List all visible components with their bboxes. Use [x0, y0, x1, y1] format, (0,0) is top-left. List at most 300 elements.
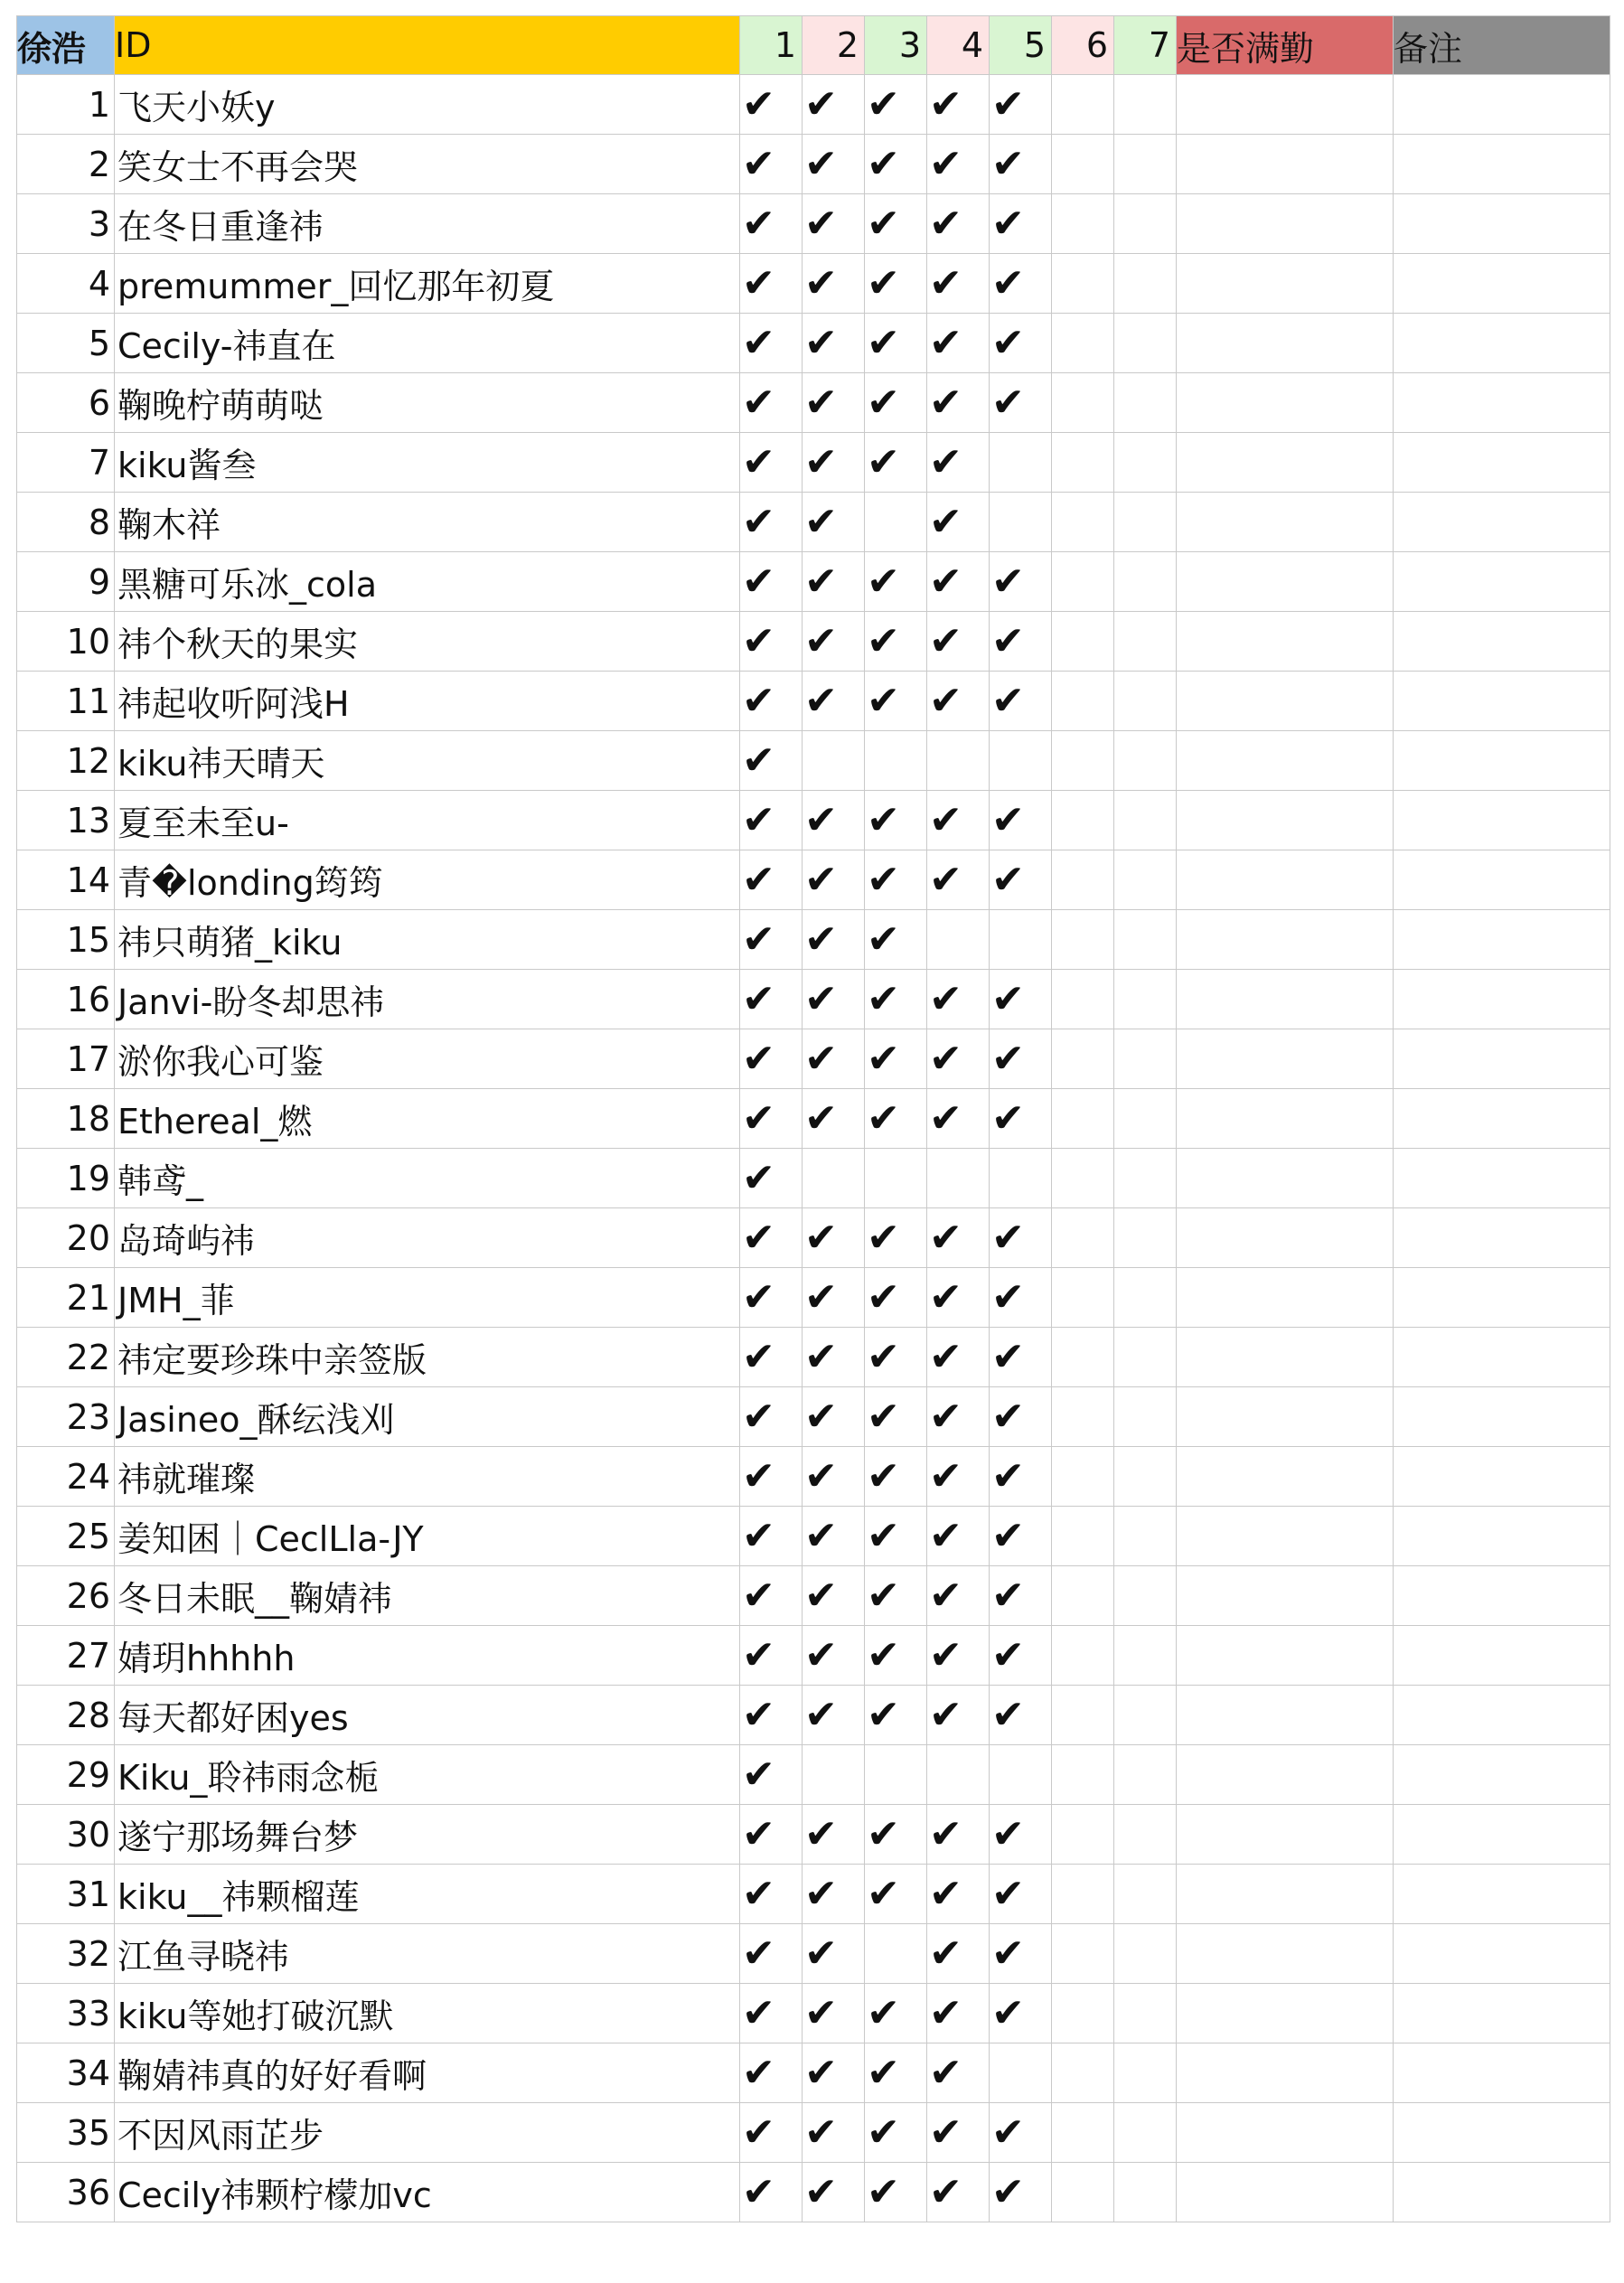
day-1-cell[interactable]	[740, 1805, 803, 1865]
day-2-cell[interactable]	[803, 433, 865, 493]
member-id-cell[interactable]: kiku__祎颗榴莲	[115, 1865, 740, 1924]
full-attendance-cell[interactable]	[1177, 1149, 1394, 1208]
day-5-cell[interactable]	[990, 1865, 1052, 1924]
day-1-cell[interactable]	[740, 1626, 803, 1686]
note-cell[interactable]	[1394, 850, 1610, 910]
day-3-cell[interactable]	[865, 731, 927, 791]
day-7-cell[interactable]	[1114, 850, 1177, 910]
day-7-cell[interactable]	[1114, 1447, 1177, 1507]
note-cell[interactable]	[1394, 672, 1610, 731]
header-day-1[interactable]	[740, 16, 803, 75]
row-number-cell[interactable]: 30	[17, 1805, 115, 1865]
day-1-cell[interactable]	[740, 254, 803, 314]
header-id-cell[interactable]	[115, 16, 740, 75]
day-4-cell[interactable]	[927, 1447, 990, 1507]
full-attendance-cell[interactable]	[1177, 1328, 1394, 1387]
day-5-cell[interactable]	[990, 2163, 1052, 2222]
day-4-cell[interactable]	[927, 1089, 990, 1149]
day-2-cell[interactable]	[803, 1745, 865, 1805]
note-cell[interactable]	[1394, 1447, 1610, 1507]
note-cell[interactable]	[1394, 791, 1610, 850]
day-4-cell[interactable]	[927, 970, 990, 1029]
day-6-cell[interactable]	[1052, 1805, 1114, 1865]
day-1-cell[interactable]	[740, 1447, 803, 1507]
day-1-cell[interactable]	[740, 731, 803, 791]
day-3-cell[interactable]	[865, 1149, 927, 1208]
day-3-cell[interactable]	[865, 433, 927, 493]
day-1-cell[interactable]	[740, 194, 803, 254]
day-5-cell[interactable]	[990, 672, 1052, 731]
day-3-cell[interactable]	[865, 850, 927, 910]
day-3-cell[interactable]	[865, 194, 927, 254]
day-4-cell[interactable]	[927, 1984, 990, 2043]
day-4-cell[interactable]	[927, 1268, 990, 1328]
day-2-cell[interactable]	[803, 1149, 865, 1208]
day-7-cell[interactable]	[1114, 1686, 1177, 1745]
day-4-cell[interactable]	[927, 75, 990, 135]
day-3-cell[interactable]	[865, 1865, 927, 1924]
note-cell[interactable]	[1394, 1745, 1610, 1805]
day-3-cell[interactable]	[865, 314, 927, 373]
day-2-cell[interactable]	[803, 373, 865, 433]
day-2-cell[interactable]	[803, 552, 865, 612]
day-3-cell[interactable]	[865, 791, 927, 850]
day-5-cell[interactable]	[990, 1805, 1052, 1865]
day-6-cell[interactable]	[1052, 135, 1114, 194]
day-3-cell[interactable]	[865, 1626, 927, 1686]
member-id-cell[interactable]: 鞠婧祎真的好好看啊	[115, 2043, 740, 2103]
member-id-cell[interactable]: 祎只萌猪_kiku	[115, 910, 740, 970]
row-number-cell[interactable]: 35	[17, 2103, 115, 2163]
day-6-cell[interactable]	[1052, 1984, 1114, 2043]
row-number-cell[interactable]: 2	[17, 135, 115, 194]
day-2-cell[interactable]	[803, 135, 865, 194]
day-7-cell[interactable]	[1114, 493, 1177, 552]
header-day-2[interactable]	[803, 16, 865, 75]
day-1-cell[interactable]	[740, 850, 803, 910]
day-5-cell[interactable]	[990, 2043, 1052, 2103]
full-attendance-cell[interactable]	[1177, 1984, 1394, 2043]
day-2-cell[interactable]	[803, 1566, 865, 1626]
member-id-cell[interactable]: 祎定要珍珠中亲签版	[115, 1328, 740, 1387]
full-attendance-cell[interactable]	[1177, 373, 1394, 433]
header-day-7[interactable]	[1114, 16, 1177, 75]
day-4-cell[interactable]	[927, 1328, 990, 1387]
note-cell[interactable]	[1394, 75, 1610, 135]
day-4-cell[interactable]	[927, 135, 990, 194]
member-id-cell[interactable]: 冬日未眠__鞠婧祎	[115, 1566, 740, 1626]
day-2-cell[interactable]	[803, 493, 865, 552]
day-5-cell[interactable]	[990, 135, 1052, 194]
row-number-cell[interactable]: 29	[17, 1745, 115, 1805]
day-1-cell[interactable]	[740, 1387, 803, 1447]
day-1-cell[interactable]	[740, 1984, 803, 2043]
day-2-cell[interactable]	[803, 1447, 865, 1507]
row-number-cell[interactable]: 25	[17, 1507, 115, 1566]
day-6-cell[interactable]	[1052, 254, 1114, 314]
day-3-cell[interactable]	[865, 612, 927, 672]
day-6-cell[interactable]	[1052, 2163, 1114, 2222]
member-id-cell[interactable]: 淤你我心可鉴	[115, 1029, 740, 1089]
day-3-cell[interactable]	[865, 552, 927, 612]
day-3-cell[interactable]	[865, 1507, 927, 1566]
full-attendance-cell[interactable]	[1177, 552, 1394, 612]
day-2-cell[interactable]	[803, 1089, 865, 1149]
member-id-cell[interactable]: 青�londing筠筠	[115, 850, 740, 910]
header-note-cell[interactable]	[1394, 16, 1610, 75]
day-5-cell[interactable]	[990, 970, 1052, 1029]
row-number-cell[interactable]: 15	[17, 910, 115, 970]
day-4-cell[interactable]	[927, 731, 990, 791]
day-7-cell[interactable]	[1114, 194, 1177, 254]
day-6-cell[interactable]	[1052, 75, 1114, 135]
day-7-cell[interactable]	[1114, 2163, 1177, 2222]
day-5-cell[interactable]	[990, 433, 1052, 493]
day-2-cell[interactable]	[803, 1387, 865, 1447]
day-5-cell[interactable]	[990, 1208, 1052, 1268]
member-id-cell[interactable]: 岛琦屿祎	[115, 1208, 740, 1268]
full-attendance-cell[interactable]	[1177, 135, 1394, 194]
day-5-cell[interactable]	[990, 1507, 1052, 1566]
member-id-cell[interactable]: JMH_菲	[115, 1268, 740, 1328]
day-7-cell[interactable]	[1114, 1805, 1177, 1865]
member-id-cell[interactable]: 笑女士不再会哭	[115, 135, 740, 194]
day-1-cell[interactable]	[740, 1149, 803, 1208]
day-2-cell[interactable]	[803, 2103, 865, 2163]
day-2-cell[interactable]	[803, 1208, 865, 1268]
day-2-cell[interactable]	[803, 75, 865, 135]
note-cell[interactable]	[1394, 1149, 1610, 1208]
day-5-cell[interactable]	[990, 1149, 1052, 1208]
day-5-cell[interactable]	[990, 1089, 1052, 1149]
day-5-cell[interactable]	[990, 314, 1052, 373]
day-6-cell[interactable]	[1052, 1626, 1114, 1686]
day-3-cell[interactable]	[865, 1984, 927, 2043]
note-cell[interactable]	[1394, 373, 1610, 433]
day-6-cell[interactable]	[1052, 612, 1114, 672]
day-7-cell[interactable]	[1114, 433, 1177, 493]
row-number-cell[interactable]: 12	[17, 731, 115, 791]
day-1-cell[interactable]	[740, 612, 803, 672]
day-7-cell[interactable]	[1114, 970, 1177, 1029]
day-6-cell[interactable]	[1052, 1507, 1114, 1566]
full-attendance-cell[interactable]	[1177, 2103, 1394, 2163]
day-3-cell[interactable]	[865, 75, 927, 135]
day-3-cell[interactable]	[865, 1924, 927, 1984]
member-id-cell[interactable]: 在冬日重逢祎	[115, 194, 740, 254]
day-4-cell[interactable]	[927, 1029, 990, 1089]
header-full-attendance-cell[interactable]	[1177, 16, 1394, 75]
full-attendance-cell[interactable]	[1177, 1626, 1394, 1686]
note-cell[interactable]	[1394, 1686, 1610, 1745]
row-number-cell[interactable]: 34	[17, 2043, 115, 2103]
day-1-cell[interactable]	[740, 1328, 803, 1387]
note-cell[interactable]	[1394, 1626, 1610, 1686]
day-3-cell[interactable]	[865, 373, 927, 433]
day-2-cell[interactable]	[803, 1984, 865, 2043]
full-attendance-cell[interactable]	[1177, 2043, 1394, 2103]
row-number-cell[interactable]: 36	[17, 2163, 115, 2222]
day-2-cell[interactable]	[803, 1805, 865, 1865]
row-number-cell[interactable]: 32	[17, 1924, 115, 1984]
note-cell[interactable]	[1394, 2043, 1610, 2103]
day-3-cell[interactable]	[865, 1686, 927, 1745]
day-3-cell[interactable]	[865, 1447, 927, 1507]
day-2-cell[interactable]	[803, 2163, 865, 2222]
day-7-cell[interactable]	[1114, 791, 1177, 850]
row-number-cell[interactable]: 6	[17, 373, 115, 433]
member-id-cell[interactable]: Jasineo_酥纭浅刈	[115, 1387, 740, 1447]
day-6-cell[interactable]	[1052, 1447, 1114, 1507]
row-number-cell[interactable]: 4	[17, 254, 115, 314]
member-id-cell[interactable]: premummer_回忆那年初夏	[115, 254, 740, 314]
day-4-cell[interactable]	[927, 314, 990, 373]
day-4-cell[interactable]	[927, 2103, 990, 2163]
day-6-cell[interactable]	[1052, 493, 1114, 552]
day-2-cell[interactable]	[803, 1029, 865, 1089]
day-4-cell[interactable]	[927, 1149, 990, 1208]
note-cell[interactable]	[1394, 433, 1610, 493]
full-attendance-cell[interactable]	[1177, 1924, 1394, 1984]
member-id-cell[interactable]: 遂宁那场舞台梦	[115, 1805, 740, 1865]
day-7-cell[interactable]	[1114, 254, 1177, 314]
full-attendance-cell[interactable]	[1177, 1507, 1394, 1566]
day-5-cell[interactable]	[990, 1566, 1052, 1626]
day-1-cell[interactable]	[740, 433, 803, 493]
note-cell[interactable]	[1394, 1208, 1610, 1268]
day-4-cell[interactable]	[927, 1865, 990, 1924]
full-attendance-cell[interactable]	[1177, 194, 1394, 254]
day-2-cell[interactable]	[803, 672, 865, 731]
note-cell[interactable]	[1394, 1805, 1610, 1865]
header-day-5[interactable]	[990, 16, 1052, 75]
day-1-cell[interactable]	[740, 1507, 803, 1566]
day-2-cell[interactable]	[803, 2043, 865, 2103]
row-number-cell[interactable]: 1	[17, 75, 115, 135]
full-attendance-cell[interactable]	[1177, 493, 1394, 552]
full-attendance-cell[interactable]	[1177, 910, 1394, 970]
full-attendance-cell[interactable]	[1177, 254, 1394, 314]
day-5-cell[interactable]	[990, 1626, 1052, 1686]
day-5-cell[interactable]	[990, 1387, 1052, 1447]
day-1-cell[interactable]	[740, 2163, 803, 2222]
day-5-cell[interactable]	[990, 194, 1052, 254]
day-6-cell[interactable]	[1052, 1924, 1114, 1984]
day-6-cell[interactable]	[1052, 1029, 1114, 1089]
day-5-cell[interactable]	[990, 1268, 1052, 1328]
day-4-cell[interactable]	[927, 433, 990, 493]
day-4-cell[interactable]	[927, 1566, 990, 1626]
day-2-cell[interactable]	[803, 314, 865, 373]
row-number-cell[interactable]: 11	[17, 672, 115, 731]
day-4-cell[interactable]	[927, 672, 990, 731]
row-number-cell[interactable]: 21	[17, 1268, 115, 1328]
day-7-cell[interactable]	[1114, 314, 1177, 373]
day-5-cell[interactable]	[990, 1984, 1052, 2043]
day-6-cell[interactable]	[1052, 194, 1114, 254]
member-id-cell[interactable]: 祎个秋天的果实	[115, 612, 740, 672]
day-1-cell[interactable]	[740, 1208, 803, 1268]
day-4-cell[interactable]	[927, 1924, 990, 1984]
day-2-cell[interactable]	[803, 1626, 865, 1686]
day-4-cell[interactable]	[927, 1805, 990, 1865]
day-4-cell[interactable]	[927, 373, 990, 433]
header-day-4[interactable]	[927, 16, 990, 75]
day-7-cell[interactable]	[1114, 1029, 1177, 1089]
day-3-cell[interactable]	[865, 2043, 927, 2103]
day-1-cell[interactable]	[740, 493, 803, 552]
row-number-cell[interactable]: 14	[17, 850, 115, 910]
day-2-cell[interactable]	[803, 1328, 865, 1387]
row-number-cell[interactable]: 7	[17, 433, 115, 493]
member-id-cell[interactable]: 鞠晚柠萌萌哒	[115, 373, 740, 433]
day-2-cell[interactable]	[803, 970, 865, 1029]
day-2-cell[interactable]	[803, 1686, 865, 1745]
day-2-cell[interactable]	[803, 194, 865, 254]
full-attendance-cell[interactable]	[1177, 1566, 1394, 1626]
note-cell[interactable]	[1394, 2103, 1610, 2163]
row-number-cell[interactable]: 8	[17, 493, 115, 552]
member-id-cell[interactable]: kiku等她打破沉默	[115, 1984, 740, 2043]
full-attendance-cell[interactable]	[1177, 433, 1394, 493]
member-id-cell[interactable]: 飞天小妖y	[115, 75, 740, 135]
day-6-cell[interactable]	[1052, 672, 1114, 731]
full-attendance-cell[interactable]	[1177, 1865, 1394, 1924]
day-4-cell[interactable]	[927, 194, 990, 254]
day-6-cell[interactable]	[1052, 552, 1114, 612]
day-1-cell[interactable]	[740, 1865, 803, 1924]
day-4-cell[interactable]	[927, 493, 990, 552]
member-id-cell[interactable]: Ethereal_燃	[115, 1089, 740, 1149]
day-4-cell[interactable]	[927, 1686, 990, 1745]
note-cell[interactable]	[1394, 1387, 1610, 1447]
day-6-cell[interactable]	[1052, 1566, 1114, 1626]
day-1-cell[interactable]	[740, 910, 803, 970]
day-5-cell[interactable]	[990, 1447, 1052, 1507]
day-2-cell[interactable]	[803, 910, 865, 970]
day-6-cell[interactable]	[1052, 791, 1114, 850]
note-cell[interactable]	[1394, 1328, 1610, 1387]
note-cell[interactable]	[1394, 1507, 1610, 1566]
day-7-cell[interactable]	[1114, 1208, 1177, 1268]
member-id-cell[interactable]: kiku酱叁	[115, 433, 740, 493]
day-4-cell[interactable]	[927, 1626, 990, 1686]
header-name-cell[interactable]	[17, 16, 115, 75]
day-7-cell[interactable]	[1114, 552, 1177, 612]
full-attendance-cell[interactable]	[1177, 970, 1394, 1029]
row-number-cell[interactable]: 26	[17, 1566, 115, 1626]
note-cell[interactable]	[1394, 1029, 1610, 1089]
day-2-cell[interactable]	[803, 612, 865, 672]
full-attendance-cell[interactable]	[1177, 1387, 1394, 1447]
day-1-cell[interactable]	[740, 1686, 803, 1745]
day-3-cell[interactable]	[865, 1745, 927, 1805]
row-number-cell[interactable]: 28	[17, 1686, 115, 1745]
day-7-cell[interactable]	[1114, 1149, 1177, 1208]
note-cell[interactable]	[1394, 194, 1610, 254]
day-1-cell[interactable]	[740, 373, 803, 433]
day-2-cell[interactable]	[803, 1865, 865, 1924]
day-1-cell[interactable]	[740, 2043, 803, 2103]
full-attendance-cell[interactable]	[1177, 731, 1394, 791]
day-7-cell[interactable]	[1114, 373, 1177, 433]
day-7-cell[interactable]	[1114, 1507, 1177, 1566]
day-7-cell[interactable]	[1114, 1089, 1177, 1149]
member-id-cell[interactable]: 祎起收听阿浅H	[115, 672, 740, 731]
day-1-cell[interactable]	[740, 75, 803, 135]
full-attendance-cell[interactable]	[1177, 1268, 1394, 1328]
note-cell[interactable]	[1394, 2163, 1610, 2222]
day-3-cell[interactable]	[865, 2103, 927, 2163]
full-attendance-cell[interactable]	[1177, 1805, 1394, 1865]
full-attendance-cell[interactable]	[1177, 1447, 1394, 1507]
day-2-cell[interactable]	[803, 791, 865, 850]
day-3-cell[interactable]	[865, 1566, 927, 1626]
row-number-cell[interactable]: 19	[17, 1149, 115, 1208]
day-5-cell[interactable]	[990, 910, 1052, 970]
day-6-cell[interactable]	[1052, 1328, 1114, 1387]
day-4-cell[interactable]	[927, 254, 990, 314]
day-7-cell[interactable]	[1114, 1745, 1177, 1805]
day-6-cell[interactable]	[1052, 2043, 1114, 2103]
day-6-cell[interactable]	[1052, 1745, 1114, 1805]
note-cell[interactable]	[1394, 910, 1610, 970]
day-6-cell[interactable]	[1052, 1089, 1114, 1149]
member-id-cell[interactable]: 不因风雨芷步	[115, 2103, 740, 2163]
day-7-cell[interactable]	[1114, 2103, 1177, 2163]
day-7-cell[interactable]	[1114, 2043, 1177, 2103]
day-3-cell[interactable]	[865, 1089, 927, 1149]
day-7-cell[interactable]	[1114, 612, 1177, 672]
full-attendance-cell[interactable]	[1177, 1029, 1394, 1089]
note-cell[interactable]	[1394, 135, 1610, 194]
full-attendance-cell[interactable]	[1177, 314, 1394, 373]
note-cell[interactable]	[1394, 1984, 1610, 2043]
day-1-cell[interactable]	[740, 1924, 803, 1984]
full-attendance-cell[interactable]	[1177, 850, 1394, 910]
day-2-cell[interactable]	[803, 1268, 865, 1328]
day-1-cell[interactable]	[740, 672, 803, 731]
day-6-cell[interactable]	[1052, 1865, 1114, 1924]
note-cell[interactable]	[1394, 612, 1610, 672]
day-3-cell[interactable]	[865, 493, 927, 552]
day-5-cell[interactable]	[990, 493, 1052, 552]
row-number-cell[interactable]: 9	[17, 552, 115, 612]
day-5-cell[interactable]	[990, 1029, 1052, 1089]
day-7-cell[interactable]	[1114, 1984, 1177, 2043]
member-id-cell[interactable]: 夏至未至u-	[115, 791, 740, 850]
day-5-cell[interactable]	[990, 2103, 1052, 2163]
day-7-cell[interactable]	[1114, 1268, 1177, 1328]
day-6-cell[interactable]	[1052, 373, 1114, 433]
member-id-cell[interactable]: 黑糖可乐冰_cola	[115, 552, 740, 612]
day-1-cell[interactable]	[740, 135, 803, 194]
day-4-cell[interactable]	[927, 1507, 990, 1566]
day-5-cell[interactable]	[990, 373, 1052, 433]
day-1-cell[interactable]	[740, 1566, 803, 1626]
day-3-cell[interactable]	[865, 1387, 927, 1447]
note-cell[interactable]	[1394, 1089, 1610, 1149]
day-3-cell[interactable]	[865, 1208, 927, 1268]
member-id-cell[interactable]: 鞠木祥	[115, 493, 740, 552]
day-3-cell[interactable]	[865, 1328, 927, 1387]
row-number-cell[interactable]: 33	[17, 1984, 115, 2043]
header-day-6[interactable]	[1052, 16, 1114, 75]
full-attendance-cell[interactable]	[1177, 1208, 1394, 1268]
full-attendance-cell[interactable]	[1177, 672, 1394, 731]
note-cell[interactable]	[1394, 552, 1610, 612]
note-cell[interactable]	[1394, 1268, 1610, 1328]
